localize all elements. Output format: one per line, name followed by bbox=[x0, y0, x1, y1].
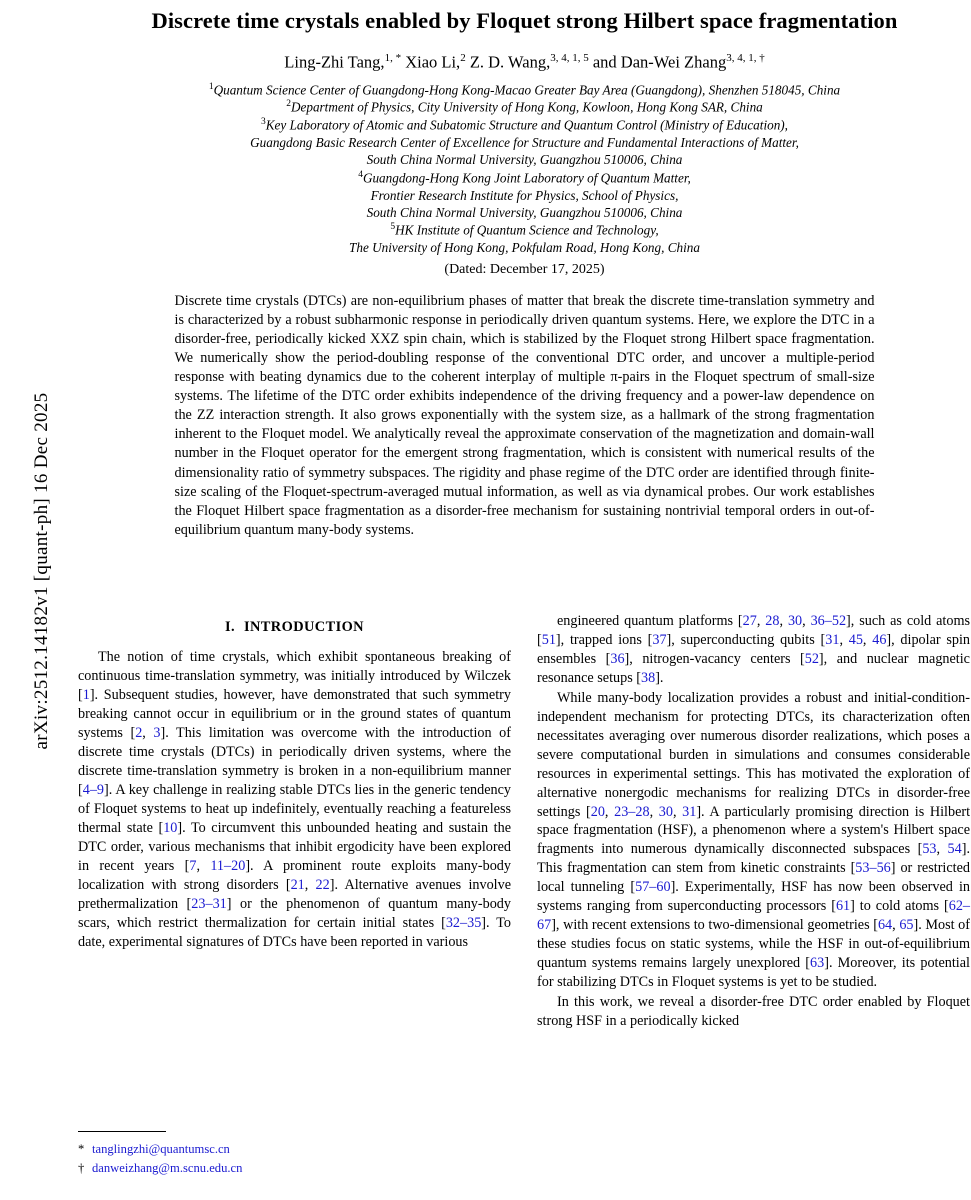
arxiv-stamp: arXiv:2512.14182v1 [quant-ph] 16 Dec 2025 bbox=[31, 392, 52, 750]
citation-link[interactable]: 51 bbox=[541, 631, 556, 648]
citation-link[interactable]: 53 bbox=[922, 841, 937, 858]
citation-link[interactable]: 32–35 bbox=[445, 914, 482, 931]
affiliation-line: $^3$Key Laboratory of Atomic and Subatomic Structure and Quantum Control (Ministry of Education), bbox=[261, 117, 788, 133]
abstract: Discrete time crystals (DTCs) are non-equilibrium phases of matter that break the discrete time-translation symmetry and is characterized by a robust subharmonic response in periodically driven quantum systems. Here, we explore the DTC in a disorder-free, periodically kicked XXZ spin chain, which is stabilized by the Floquet strong Hilbert space fragmentation. We numerically show the period-doubling response of the conventional DTC order, and uncover a multiple-period response with beating dynamics due to the coherent interplay of multiple π-pairs in the Floquet spectrum of small-size systems. The lifetime of the DTC order exhibits independence of the driving frequency and a power-law dependence on the ZZ interaction strength. It also grows exponentially with the system size, as a hallmark of the strong fragmentation inherent to the Floquet model. We analytically reveal the approximate conservation of the magnetization and domain-wall number in the Floquet operator for the emergent strong fragmentation, which is consistent with numerical results of the dimensionality ratio of symmetry subspaces. The rigidity and phase regime of the DTC order are identified through finite-size scaling of the Floquet-spectrum-averaged mutual information, as well as via dynamical probes. Our work establishes the Floquet Hilbert space fragmentation as a disorder-free mechanism for sustaining nontrivial temporal orders in out-of-equilibrium quantum many-body systems. bbox=[174, 292, 875, 538]
citation-link[interactable]: 21 bbox=[290, 876, 305, 893]
date-line: (Dated: December 17, 2025) bbox=[444, 261, 605, 277]
citation-link[interactable]: 61 bbox=[835, 898, 851, 915]
affiliation-line: Guangdong Basic Research Center of Excellence for Structure and Fundamental Interactions of Matter, bbox=[250, 134, 799, 150]
paragraph: engineered quantum platforms [27, 28, 30, 36–52], such as cold atoms [51], trapped ions [37], superconducting qubits [31, 45, 46], dipolar spin ensembles [36], nitrogen-vacancy centers [52], and nuclear magnetic resonance setups [38]. bbox=[537, 613, 971, 686]
footnote-separator bbox=[78, 1131, 166, 1132]
citation-link[interactable]: 53–56 bbox=[855, 860, 891, 877]
citation-link[interactable]: 10 bbox=[163, 819, 178, 836]
body-columns bbox=[78, 612, 971, 1031]
citation-link[interactable]: 30 bbox=[658, 803, 673, 820]
citation-link[interactable]: 1 bbox=[82, 687, 90, 704]
affiliation-line: $^5$HK Institute of Quantum Science and Technology, bbox=[390, 222, 659, 238]
footnote-mark: † bbox=[78, 1160, 85, 1175]
citation-link[interactable]: 4–9 bbox=[82, 781, 105, 798]
paragraph: While many-body localization provides a robust and initial-condition-independent mechanism for protecting DTCs, its characterization often necessitates averaging over numerous disorder realizations, which poses a severe computational burden in simulations and consumes considerable resources in experimental settings. This has motivated the exploration of alternative nonergodic mechanisms for realizing DTCs in disorder-free settings [20, 23–28, 30, 31]. A particularly promising direction is Hilbert space fragmentation (HSF), a phenomenon where a system's Hilbert space fragments into numerous dynamically disconnected subspaces [53, 54]. This fragmentation can stem from kinetic constraints [53–56] or restricted local tunneling [57–60]. Experimentally, HSF has now been observed in systems ranging from superconducting processors [61] to cold atoms [62–67], with recent extensions to two-dimensional geometries [64, 65]. Most of these studies focus on static systems, while the HSF in out-of-equilibrium quantum systems remains largely unexplored [63]. Moreover, its potential for stabilizing DTCs in Floquet systems is yet to be studied. bbox=[537, 689, 971, 991]
affiliation-line: South China Normal University, Guangzhou 510006, China bbox=[366, 205, 683, 221]
citation-link[interactable]: 11–20 bbox=[210, 857, 246, 874]
affiliation-line: Frontier Research Institute for Physics, School of Physics, bbox=[370, 187, 679, 203]
citation-link[interactable]: 38 bbox=[641, 669, 656, 686]
footnote-mark: * bbox=[78, 1142, 85, 1156]
citation-link[interactable]: 54 bbox=[947, 841, 962, 858]
paragraph: The notion of time crystals, which exhibit spontaneous breaking of continuous time-translation symmetry, was initially introduced by Wilczek [1]. Subsequent studies, however, have demonstrated that such symmetry breaking cannot occur in equilibrium or in the ground states of quantum systems [2, 3]. This limitation was overcome with the introduction of discrete time crystals (DTCs) in periodically driven systems, where the discrete time-translation symmetry is broken in a non-equilibrium manner [4–9]. A key challenge in realizing stable DTCs lies in the generic tendency of Floquet systems to heat up indefinitely, eventually reaching a featureless thermal state [10]. To circumvent this unbounded heating and sustain the DTC order, various mechanisms that inhibit ergodicity have been explored in recent years [7, 11–20]. A prominent route exploits many-body localization with strong disorders [21, 22]. Alternative avenues involve prethermalization [23–31] or the phenomenon of quantum many-body scars, which restrict thermalization for certain initial states [32–35]. To date, experimental signatures of DTCs have been reported in various bbox=[78, 649, 512, 950]
citation-link[interactable]: 62–67 bbox=[537, 898, 970, 934]
footnote-item bbox=[78, 1140, 498, 1159]
footnote-item bbox=[78, 1159, 498, 1178]
citation-link[interactable]: 2 bbox=[135, 725, 143, 742]
citation-link[interactable]: 52 bbox=[804, 650, 819, 667]
author-list: Ling-Zhi Tang,$^{1, *}$ Xiao Li,$^2$ Z. D. Wang,$^{3, 4, 1, 5}$ and Dan-Wei Zhang$^{3, 4, 1, \dagger}$ bbox=[284, 52, 765, 72]
affiliation-line: The University of Hong Kong, Pokfulam Road, Hong Kong, China bbox=[349, 240, 700, 256]
section-title: INTRODUCTION bbox=[244, 619, 364, 635]
paper-content bbox=[78, 0, 971, 540]
affiliation-line: $^2$Department of Physics, City University of Hong Kong, Kowloon, Hong Kong SAR, China bbox=[286, 99, 763, 115]
section-number: I. bbox=[225, 619, 236, 635]
citation-link[interactable]: 37 bbox=[652, 631, 667, 648]
footnote-list bbox=[78, 1140, 498, 1178]
citation-link[interactable]: 31 bbox=[825, 631, 840, 648]
citation-link[interactable]: 63 bbox=[810, 955, 825, 972]
citation-link[interactable]: 36 bbox=[610, 650, 625, 667]
left-column-body bbox=[78, 648, 511, 951]
citation-link[interactable]: 46 bbox=[872, 631, 887, 648]
citation-link[interactable]: 45 bbox=[848, 631, 863, 648]
left-column bbox=[78, 612, 511, 1031]
affiliation-line: $^1$Quantum Science Center of Guangdong-Hong Kong-Macao Greater Bay Area (Guangdong), Shenzhen 518045, China bbox=[208, 81, 841, 97]
citation-link[interactable]: 65 bbox=[899, 917, 914, 934]
affiliation-list bbox=[78, 81, 971, 257]
citation-link[interactable]: 27 bbox=[742, 613, 757, 629]
citation-link[interactable]: 31 bbox=[682, 803, 697, 820]
footnote-email-link[interactable]: danweizhang@m.scnu.edu.cn bbox=[92, 1160, 243, 1175]
citation-link[interactable]: 23–28 bbox=[614, 803, 650, 820]
right-column-body bbox=[537, 612, 970, 1031]
citation-link[interactable]: 36–52 bbox=[810, 613, 847, 629]
citation-link[interactable]: 57–60 bbox=[635, 879, 671, 896]
affiliation-line: $^4$Guangdong-Hong Kong Joint Laboratory of Quantum Matter, bbox=[358, 169, 691, 186]
footnote-email-link[interactable]: tanglingzhi@quantumsc.cn bbox=[92, 1142, 230, 1156]
section-heading bbox=[78, 618, 511, 637]
citation-link[interactable]: 30 bbox=[787, 613, 803, 629]
citation-link[interactable]: 64 bbox=[877, 917, 893, 934]
citation-link[interactable]: 28 bbox=[765, 613, 780, 629]
right-column bbox=[537, 612, 970, 1031]
page-title: Discrete time crystals enabled by Floquet strong Hilbert space fragmentation bbox=[151, 8, 898, 33]
citation-link[interactable]: 3 bbox=[153, 725, 161, 742]
citation-link[interactable]: 23–31 bbox=[191, 895, 227, 912]
affiliation-line: South China Normal University, Guangzhou 510006, China bbox=[366, 152, 683, 168]
citation-link[interactable]: 7 bbox=[189, 857, 197, 874]
citation-link[interactable]: 22 bbox=[315, 876, 330, 893]
paragraph: In this work, we reveal a disorder-free DTC order enabled by Floquet strong HSF in a periodically kicked bbox=[537, 994, 970, 1030]
citation-link[interactable]: 20 bbox=[590, 803, 605, 820]
